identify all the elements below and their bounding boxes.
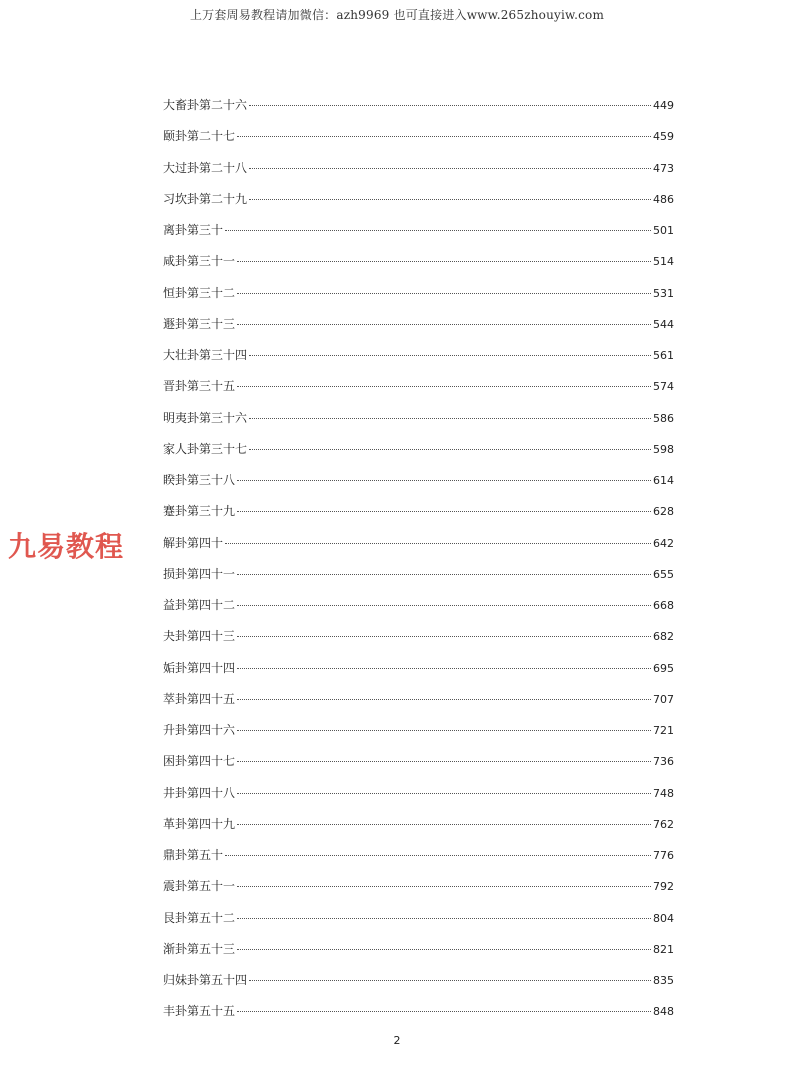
page-header: 上万套周易教程请加微信：azh9969 也可直接进入www.265zhouyiw.com (189, 8, 605, 22)
toc-entry-page: 821 (653, 942, 674, 956)
toc-entry-title: 艮卦第五十二 (163, 910, 236, 925)
toc-entry[interactable] (163, 845, 674, 876)
toc-entry-page: 544 (653, 317, 674, 331)
toc-entry-page: 682 (653, 630, 674, 644)
toc-entry-page: 614 (653, 474, 674, 487)
toc-entry-title: 鼎卦第五十 (163, 848, 224, 862)
toc-leader-dots (237, 511, 651, 512)
toc-entry-title: 损卦第四十一 (163, 566, 236, 581)
toc-entry[interactable] (163, 908, 674, 939)
toc-entry[interactable] (163, 251, 674, 282)
toc-entry[interactable] (163, 533, 674, 564)
toc-entry-title: 大畜卦第二十六 (163, 98, 248, 112)
toc-entry[interactable] (163, 376, 674, 407)
toc-leader-dots (237, 668, 651, 669)
toc-entry-title: 大壮卦第三十四 (163, 348, 248, 362)
toc-entry[interactable] (163, 689, 674, 720)
toc-leader-dots (237, 293, 651, 294)
toc-entry-page: 804 (653, 911, 674, 925)
toc-entry-title: 离卦第三十 (163, 223, 224, 237)
toc-leader-dots (237, 136, 651, 137)
toc-entry-page: 598 (653, 442, 674, 456)
toc-entry-title: 困卦第四十七 (163, 754, 236, 769)
toc-entry-page: 736 (653, 755, 674, 769)
toc-entry-title: 丰卦第五十五 (163, 1004, 236, 1019)
toc-entry-page: 655 (653, 567, 674, 581)
toc-entry[interactable] (163, 783, 674, 814)
toc-entry-page: 642 (653, 536, 674, 550)
toc-entry[interactable] (163, 970, 674, 1001)
toc-leader-dots (237, 918, 651, 919)
toc-entry[interactable] (163, 95, 674, 126)
toc-leader-dots (237, 793, 651, 794)
toc-leader-dots (249, 418, 651, 419)
toc-leader-dots (237, 761, 651, 762)
toc-entry[interactable] (163, 814, 674, 845)
toc-entry[interactable] (163, 314, 674, 345)
toc-leader-dots (225, 855, 651, 856)
toc-entry-page: 501 (653, 224, 674, 237)
toc-entry-page: 531 (653, 286, 674, 300)
toc-entry[interactable] (163, 1001, 674, 1032)
toc-leader-dots (237, 324, 651, 325)
toc-entry-title: 恒卦第三十二 (163, 285, 236, 300)
toc-leader-dots (237, 824, 651, 825)
toc-entry-page: 486 (653, 192, 674, 206)
toc-entry-title: 姤卦第四十四 (163, 660, 236, 675)
toc-entry-page: 574 (653, 380, 674, 394)
toc-entry-page: 707 (653, 692, 674, 706)
toc-entry[interactable] (163, 658, 674, 689)
toc-leader-dots (237, 949, 651, 950)
toc-leader-dots (249, 355, 651, 356)
toc-entry-page: 668 (653, 599, 674, 612)
toc-leader-dots (249, 449, 651, 450)
toc-entry-title: 渐卦第五十三 (163, 941, 236, 956)
toc-entry-title: 睽卦第三十八 (163, 473, 236, 487)
toc-leader-dots (237, 699, 651, 700)
toc-entry-page: 628 (653, 505, 674, 519)
toc-leader-dots (237, 386, 651, 387)
toc-entry[interactable] (163, 720, 674, 751)
toc-entry[interactable] (163, 283, 674, 314)
toc-entry[interactable] (163, 751, 674, 782)
toc-entry[interactable] (163, 501, 674, 532)
toc-leader-dots (225, 543, 651, 544)
toc-leader-dots (249, 105, 651, 106)
toc-entry-title: 益卦第四十二 (163, 598, 236, 612)
toc-entry-page: 792 (653, 880, 674, 894)
toc-entry-page: 748 (653, 786, 674, 800)
page-number: 2 (393, 1034, 401, 1047)
watermark-logo: 九易教程 (8, 530, 125, 563)
toc-entry-page: 473 (653, 161, 674, 175)
toc-entry[interactable] (163, 408, 674, 439)
toc-entry-page: 695 (653, 661, 674, 675)
toc-entry-page: 848 (653, 1005, 674, 1019)
toc-entry-page: 459 (653, 130, 674, 144)
toc-leader-dots (249, 168, 651, 169)
toc-entry-title: 咸卦第三十一 (163, 254, 236, 269)
toc-entry-title: 晋卦第三十五 (163, 379, 236, 394)
toc-entry-title: 家人卦第三十七 (163, 441, 248, 456)
toc-leader-dots (237, 636, 651, 637)
toc-entry-title: 归妹卦第五十四 (163, 973, 248, 987)
toc-entry-page: 721 (653, 724, 674, 737)
toc-entry[interactable] (163, 470, 674, 501)
toc-entry[interactable] (163, 220, 674, 251)
toc-leader-dots (237, 1011, 651, 1012)
toc-entry-title: 蹇卦第三十九 (163, 504, 236, 519)
toc-entry-title: 震卦第五十一 (163, 879, 236, 894)
toc-entry-title: 夬卦第四十三 (163, 629, 236, 644)
toc-leader-dots (249, 980, 651, 981)
toc-entry-page: 776 (653, 849, 674, 862)
toc-leader-dots (237, 261, 651, 262)
toc-entry-title: 萃卦第四十五 (163, 691, 236, 706)
toc-entry-title: 革卦第四十九 (163, 816, 236, 831)
toc-entry-title: 明夷卦第三十六 (163, 410, 248, 425)
toc-leader-dots (237, 886, 651, 887)
toc-entry-page: 449 (653, 99, 674, 112)
toc-entry[interactable] (163, 595, 674, 626)
toc-entry-title: 习坎卦第二十九 (163, 191, 248, 206)
toc-entry[interactable] (163, 126, 674, 157)
toc-entry-title: 升卦第四十六 (163, 723, 236, 737)
toc-leader-dots (237, 605, 651, 606)
toc-entry[interactable] (163, 626, 674, 657)
toc-entry-page: 835 (653, 974, 674, 987)
table-of-contents (163, 95, 674, 1033)
toc-leader-dots (249, 199, 651, 200)
toc-entry-title: 大过卦第二十八 (163, 160, 248, 175)
toc-entry-title: 颐卦第二十七 (163, 129, 236, 144)
toc-entry[interactable] (163, 345, 674, 376)
toc-leader-dots (225, 230, 651, 231)
toc-entry-page: 586 (653, 411, 674, 425)
toc-entry-page: 561 (653, 349, 674, 362)
toc-entry[interactable] (163, 158, 674, 189)
toc-entry[interactable] (163, 939, 674, 970)
toc-entry[interactable] (163, 564, 674, 595)
toc-entry-title: 遯卦第三十三 (163, 316, 236, 331)
toc-entry[interactable] (163, 876, 674, 907)
toc-leader-dots (237, 730, 651, 731)
toc-entry[interactable] (163, 189, 674, 220)
toc-entry-title: 解卦第四十 (163, 535, 224, 550)
toc-entry[interactable] (163, 439, 674, 470)
toc-entry-page: 514 (653, 255, 674, 269)
toc-leader-dots (237, 574, 651, 575)
toc-leader-dots (237, 480, 651, 481)
toc-entry-title: 井卦第四十八 (163, 785, 236, 800)
toc-entry-page: 762 (653, 817, 674, 831)
